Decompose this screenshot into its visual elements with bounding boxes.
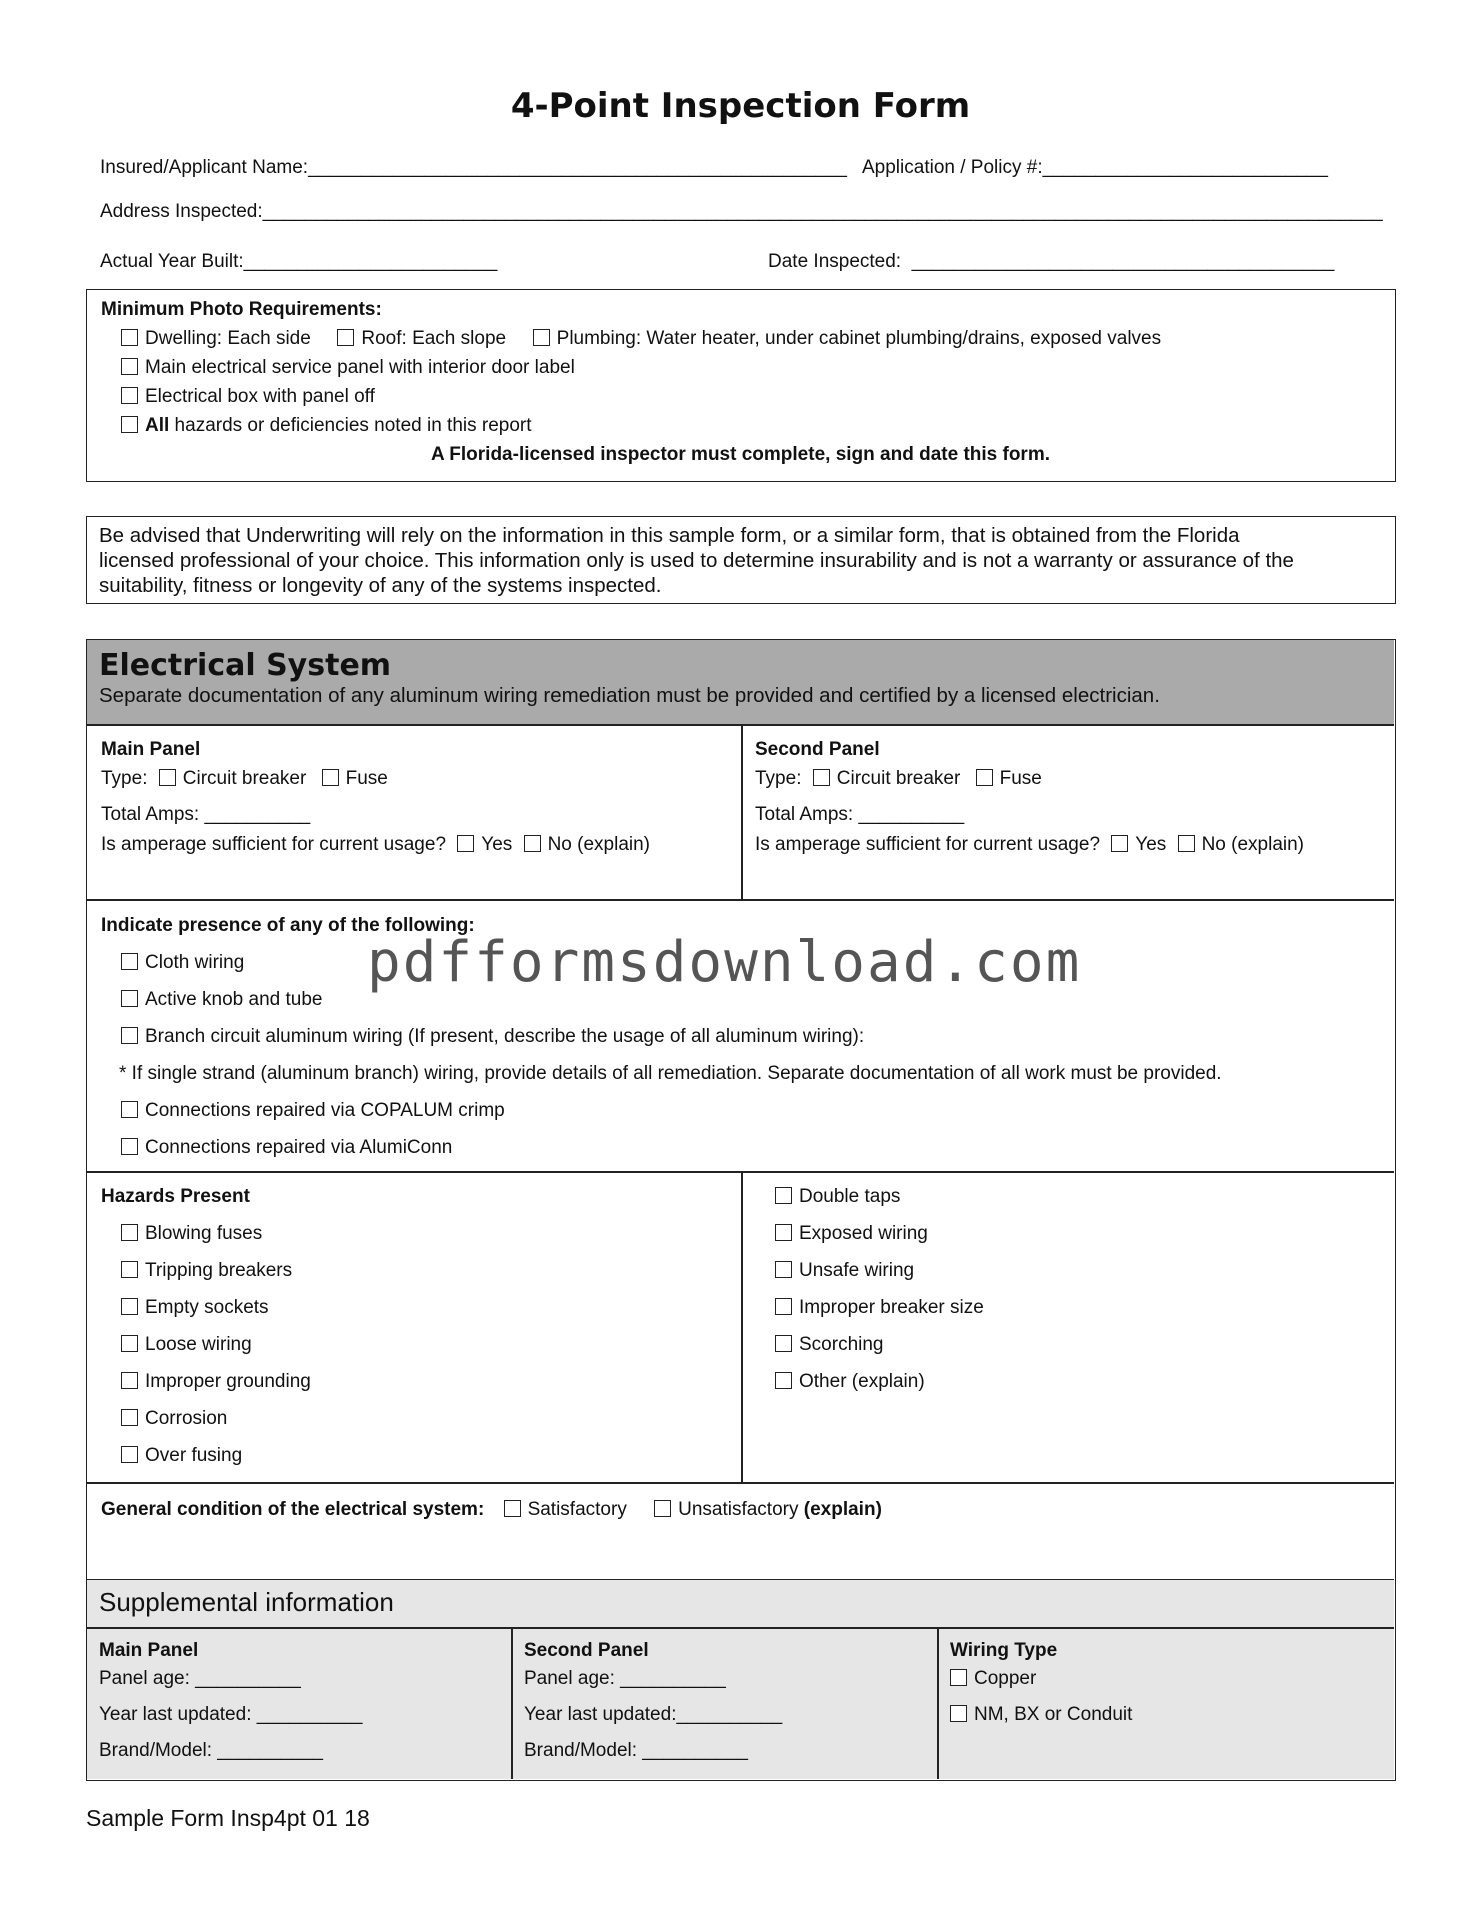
second-panel-breaker-checkbox[interactable] bbox=[813, 769, 830, 786]
second-panel-yes-label: Yes bbox=[1135, 834, 1167, 855]
year-label: Actual Year Built: bbox=[100, 251, 244, 272]
hazard-checkbox[interactable] bbox=[121, 1335, 138, 1352]
advisory-line-1: Be advised that Underwriting will rely on the information in this sample form, or a similar form, that is obtained from the Florida bbox=[99, 524, 1240, 547]
satisfactory-label: Satisfactory bbox=[527, 1499, 627, 1520]
unsatisfactory-explain: (explain) bbox=[803, 1499, 882, 1520]
copalum-label: Connections repaired via COPALUM crimp bbox=[145, 1100, 505, 1121]
aluminum-wiring-label: Branch circuit aluminum wiring (If present, describe the usage of all aluminum wiring): bbox=[145, 1026, 865, 1047]
applicant-label: Insured/Applicant Name: bbox=[100, 157, 309, 178]
hazard-checkbox[interactable] bbox=[775, 1335, 792, 1352]
hazard-label: Tripping breakers bbox=[145, 1260, 293, 1281]
plumbing-checkbox[interactable] bbox=[533, 329, 550, 346]
advisory-line-3: suitability, fitness or longevity of any of the systems inspected. bbox=[99, 574, 662, 597]
cloth-wiring-checkbox[interactable] bbox=[121, 953, 138, 970]
footer-form-id: Sample Form Insp4pt 01 18 bbox=[86, 1805, 370, 1831]
unsatisfactory-label: Unsatisfactory bbox=[678, 1499, 799, 1520]
hazards-photo-label: hazards or deficiencies noted in this report bbox=[169, 415, 532, 436]
supp-second-heading: Second Panel bbox=[524, 1640, 649, 1661]
electrical-title: Electrical System bbox=[99, 648, 392, 683]
hazard-label: Scorching bbox=[799, 1334, 884, 1355]
date-label: Date Inspected: bbox=[768, 251, 902, 272]
inspector-note: A Florida-licensed inspector must complete, sign and date this form. bbox=[430, 444, 1050, 465]
main-panel-fuse-checkbox[interactable] bbox=[322, 769, 339, 786]
hazard-label: Empty sockets bbox=[145, 1297, 269, 1318]
main-panel-amps[interactable]: Total Amps: __________ bbox=[101, 804, 311, 825]
electrical-system-section bbox=[86, 639, 1396, 1781]
address-field[interactable] bbox=[100, 201, 1383, 223]
supp-main-brand[interactable]: Brand/Model: __________ bbox=[99, 1740, 323, 1761]
electrical-box-checkbox[interactable] bbox=[121, 387, 138, 404]
main-panel-yes-label: Yes bbox=[481, 834, 513, 855]
hazard-checkbox[interactable] bbox=[775, 1224, 792, 1241]
main-panel-heading: Main Panel bbox=[101, 739, 201, 760]
alumiconn-label: Connections repaired via AlumiConn bbox=[145, 1137, 453, 1158]
satisfactory-checkbox[interactable] bbox=[504, 1500, 521, 1517]
main-panel-breaker-checkbox[interactable] bbox=[159, 769, 176, 786]
watermark: pdfformsdownload.com bbox=[367, 930, 1082, 995]
hazard-label: Exposed wiring bbox=[799, 1223, 928, 1244]
supp-main-age[interactable]: Panel age: __________ bbox=[99, 1668, 301, 1689]
hazard-label: Blowing fuses bbox=[145, 1223, 263, 1244]
hazard-checkbox[interactable] bbox=[775, 1187, 792, 1204]
supp-second-age[interactable]: Panel age: __________ bbox=[524, 1668, 726, 1689]
hazards-all-label: All bbox=[145, 415, 170, 436]
alumiconn-checkbox[interactable] bbox=[121, 1138, 138, 1155]
photo-requirements-box bbox=[86, 289, 1396, 482]
supp-main-heading: Main Panel bbox=[99, 1640, 199, 1661]
main-panel-no-label: No (explain) bbox=[547, 834, 651, 855]
second-panel-no-label: No (explain) bbox=[1201, 834, 1305, 855]
roof-label: Roof: Each slope bbox=[361, 328, 507, 349]
hazard-label: Other (explain) bbox=[799, 1371, 925, 1392]
dwelling-checkbox[interactable] bbox=[121, 329, 138, 346]
hazard-label: Improper breaker size bbox=[799, 1297, 984, 1318]
main-panel-yes-checkbox[interactable] bbox=[457, 835, 474, 852]
second-panel-breaker-label: Circuit breaker bbox=[836, 768, 961, 789]
photo-requirements-heading: Minimum Photo Requirements: bbox=[101, 299, 382, 320]
policy-number-field[interactable] bbox=[862, 157, 1328, 179]
second-panel-fuse-checkbox[interactable] bbox=[976, 769, 993, 786]
hazards-photo-checkbox[interactable] bbox=[121, 416, 138, 433]
copper-checkbox[interactable] bbox=[950, 1669, 967, 1686]
hazard-checkbox[interactable] bbox=[121, 1224, 138, 1241]
second-panel-yes-checkbox[interactable] bbox=[1111, 835, 1128, 852]
main-panel-photo-checkbox[interactable] bbox=[121, 358, 138, 375]
year-blank[interactable]: ________________________ bbox=[243, 251, 498, 272]
second-panel-no-checkbox[interactable] bbox=[1178, 835, 1195, 852]
hazard-label: Unsafe wiring bbox=[799, 1260, 915, 1281]
hazard-checkbox[interactable] bbox=[121, 1446, 138, 1463]
cloth-wiring-label: Cloth wiring bbox=[145, 952, 245, 973]
supp-second-brand[interactable]: Brand/Model: __________ bbox=[524, 1740, 748, 1761]
supp-main-year[interactable]: Year last updated: __________ bbox=[99, 1704, 363, 1725]
hazards-heading: Hazards Present bbox=[101, 1186, 250, 1207]
date-blank[interactable]: ________________________________________ bbox=[911, 251, 1335, 272]
copper-label: Copper bbox=[974, 1668, 1037, 1689]
main-panel-no-checkbox[interactable] bbox=[524, 835, 541, 852]
presence-heading: Indicate presence of any of the following: bbox=[101, 915, 475, 936]
hazard-checkbox[interactable] bbox=[121, 1298, 138, 1315]
hazard-checkbox[interactable] bbox=[121, 1409, 138, 1426]
nm-bx-conduit-label: NM, BX or Conduit bbox=[974, 1704, 1133, 1725]
supplemental-title: Supplemental information bbox=[99, 1587, 394, 1617]
second-panel-heading: Second Panel bbox=[755, 739, 880, 760]
year-built-field[interactable] bbox=[100, 251, 497, 273]
policy-blank[interactable]: ___________________________ bbox=[1042, 157, 1328, 178]
hazard-label: Improper grounding bbox=[145, 1371, 311, 1392]
copalum-checkbox[interactable] bbox=[121, 1101, 138, 1118]
knob-tube-checkbox[interactable] bbox=[121, 990, 138, 1007]
hazard-label: Over fusing bbox=[145, 1445, 243, 1466]
electrical-subtitle: Separate documentation of any aluminum wiring remediation must be provided and certified by a licensed electrician. bbox=[99, 684, 1160, 707]
aluminum-note: * If single strand (aluminum branch) wiring, provide details of all remediation. Separate documentation of all work must be provided. bbox=[119, 1063, 1222, 1084]
applicant-blank[interactable]: ___________________________________________________ bbox=[308, 157, 847, 178]
page-title: 4-Point Inspection Form bbox=[510, 86, 971, 126]
advisory-box bbox=[86, 516, 1396, 604]
hazard-checkbox[interactable] bbox=[775, 1261, 792, 1278]
roof-checkbox[interactable] bbox=[337, 329, 354, 346]
second-panel-type-label: Type: bbox=[755, 768, 802, 789]
main-panel-type-label: Type: bbox=[101, 768, 148, 789]
second-panel-sufficient-label: Is amperage sufficient for current usage? bbox=[755, 834, 1101, 855]
supp-second-year[interactable]: Year last updated:__________ bbox=[524, 1704, 783, 1725]
hazard-checkbox[interactable] bbox=[775, 1372, 792, 1389]
address-label: Address Inspected: bbox=[100, 201, 263, 222]
applicant-name-field[interactable] bbox=[100, 157, 847, 179]
policy-label: Application / Policy #: bbox=[862, 157, 1043, 178]
address-blank[interactable]: __________________________________________________________________________________________________________ bbox=[262, 201, 1383, 222]
hazard-checkbox[interactable] bbox=[121, 1261, 138, 1278]
electrical-box-label: Electrical box with panel off bbox=[145, 386, 375, 407]
plumbing-label: Plumbing: Water heater, under cabinet plumbing/drains, exposed valves bbox=[556, 328, 1162, 349]
main-panel-fuse-label: Fuse bbox=[345, 768, 388, 789]
main-panel-sufficient-label: Is amperage sufficient for current usage? bbox=[101, 834, 447, 855]
hazard-label: Corrosion bbox=[145, 1408, 228, 1429]
aluminum-wiring-checkbox[interactable] bbox=[121, 1027, 138, 1044]
date-inspected-field[interactable] bbox=[768, 251, 1334, 273]
hazard-checkbox[interactable] bbox=[775, 1298, 792, 1315]
general-condition-label: General condition of the electrical system: bbox=[101, 1499, 485, 1520]
dwelling-label: Dwelling: Each side bbox=[145, 328, 311, 349]
hazard-checkbox[interactable] bbox=[121, 1372, 138, 1389]
main-panel-breaker-label: Circuit breaker bbox=[182, 768, 307, 789]
wiring-type-heading: Wiring Type bbox=[950, 1640, 1058, 1661]
hazard-label: Loose wiring bbox=[145, 1334, 252, 1355]
general-condition-row bbox=[101, 1499, 882, 1521]
main-panel-photo-label: Main electrical service panel with interior door label bbox=[145, 357, 575, 378]
unsatisfactory-checkbox[interactable] bbox=[654, 1500, 671, 1517]
second-panel-amps[interactable]: Total Amps: __________ bbox=[755, 804, 965, 825]
hazard-label: Double taps bbox=[799, 1186, 901, 1207]
second-panel-fuse-label: Fuse bbox=[999, 768, 1042, 789]
nm-bx-conduit-checkbox[interactable] bbox=[950, 1705, 967, 1722]
knob-tube-label: Active knob and tube bbox=[145, 989, 323, 1010]
electrical-header bbox=[87, 640, 1394, 724]
supplemental-section bbox=[87, 1580, 1394, 1779]
advisory-line-2: licensed professional of your choice. This information only is used to determine insurability and is not a warranty or assurance of the bbox=[99, 549, 1294, 572]
